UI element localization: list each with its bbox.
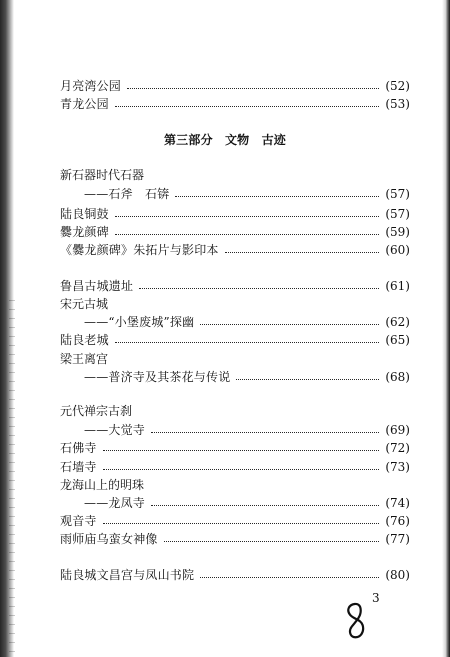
toc-entry xyxy=(60,222,410,242)
toc-entry-page: (68) xyxy=(385,370,410,384)
toc-leader-dots xyxy=(164,541,380,542)
toc-entry-page: (69) xyxy=(385,423,410,437)
toc-leader-dots xyxy=(151,505,379,506)
toc-entry-title: ——大觉寺 xyxy=(84,423,146,437)
toc-entry xyxy=(60,438,410,458)
page-number: 3 xyxy=(372,591,380,605)
toc-leader-dots xyxy=(200,577,379,578)
toc-entry-title: 陆良老城 xyxy=(60,333,109,347)
toc-entry xyxy=(60,511,410,531)
scan-right-edge xyxy=(442,0,450,657)
part-heading: 第三部分 文物 古迹 xyxy=(163,133,286,147)
toc-entry-heading: 龙海山上的明珠 xyxy=(60,478,145,492)
toc-entry-heading: 梁王离宫 xyxy=(60,352,109,366)
toc-entry-page: (74) xyxy=(385,496,410,510)
toc-entry xyxy=(60,184,410,204)
toc-entry-page: (57) xyxy=(385,207,410,221)
toc-entry xyxy=(60,276,410,296)
toc-leader-dots xyxy=(103,523,380,524)
toc-leader-dots xyxy=(103,469,380,470)
toc-leader-dots xyxy=(139,288,379,289)
toc-entry-page: (65) xyxy=(385,333,410,347)
toc-entry-title: 鲁昌古城遗址 xyxy=(60,279,134,293)
toc-entry-title: 陆良城文昌宫与凤山书院 xyxy=(60,568,195,582)
toc-leader-dots xyxy=(115,234,380,235)
toc-entry-page: (76) xyxy=(385,514,410,528)
toc-entry xyxy=(60,420,410,440)
toc-entry xyxy=(60,565,410,585)
toc-entry-page: (60) xyxy=(385,243,410,257)
toc-entry xyxy=(60,493,410,513)
toc-entry-title: ——石斧 石锛 xyxy=(84,187,170,201)
toc-leader-dots xyxy=(127,88,379,89)
toc-entry-page: (80) xyxy=(385,568,410,582)
toc-entry xyxy=(60,330,410,350)
toc-leader-dots xyxy=(200,324,379,325)
toc-entry-heading: 新石器时代石器 xyxy=(60,168,145,182)
toc-entry-title: ——普济寺及其茶花与传说 xyxy=(84,370,231,384)
toc-leader-dots xyxy=(103,450,380,451)
toc-entry xyxy=(60,204,410,224)
toc-entry-title: ——龙凤寺 xyxy=(84,496,146,510)
toc-entry-title: 爨龙颜碑 xyxy=(60,225,109,239)
toc-entry-title: 观音寺 xyxy=(60,514,97,528)
toc-entry xyxy=(60,529,410,549)
toc-leader-dots xyxy=(236,379,379,380)
toc-entry-page: (62) xyxy=(385,315,410,329)
toc-entry-title: ——“小堡废城”探幽 xyxy=(84,315,195,329)
toc-entry xyxy=(60,312,410,332)
toc-leader-dots xyxy=(115,106,380,107)
toc-entry-page: (59) xyxy=(385,225,410,239)
scan-left-edge-noise xyxy=(9,300,15,657)
toc-entry-title: 陆良铜鼓 xyxy=(60,207,109,221)
toc-entry-title: 《爨龙颜碑》朱拓片与影印本 xyxy=(60,243,219,257)
toc-entry xyxy=(60,94,410,114)
toc-entry xyxy=(60,240,410,260)
toc-entry-page: (72) xyxy=(385,441,410,455)
toc-entry-heading: 宋元古城 xyxy=(60,297,109,311)
toc-leader-dots xyxy=(175,196,379,197)
toc-leader-dots xyxy=(115,216,380,217)
toc-entry-title: 雨师庙乌蛮女神像 xyxy=(60,532,158,546)
toc-entry xyxy=(60,76,410,96)
toc-leader-dots xyxy=(225,252,380,253)
toc-entry-page: (52) xyxy=(385,79,410,93)
toc-entry-title: 月亮湾公园 xyxy=(60,79,122,93)
toc-entry-title: 石墙寺 xyxy=(60,460,97,474)
toc-entry-page: (57) xyxy=(385,187,410,201)
toc-entry-heading: 元代禅宗古刹 xyxy=(60,404,133,418)
toc-entry-title: 青龙公园 xyxy=(60,97,109,111)
toc-leader-dots xyxy=(151,432,379,433)
toc-entry xyxy=(60,367,410,387)
toc-entry-page: (53) xyxy=(385,97,410,111)
toc-entry xyxy=(60,457,410,477)
toc-entry-page: (61) xyxy=(385,279,410,293)
toc-leader-dots xyxy=(115,342,380,343)
toc-entry-page: (77) xyxy=(385,532,410,546)
toc-entry-title: 石佛寺 xyxy=(60,441,97,455)
handwritten-eight-icon xyxy=(340,598,372,643)
toc-entry-page: (73) xyxy=(385,460,410,474)
handwritten-mark xyxy=(340,598,372,643)
